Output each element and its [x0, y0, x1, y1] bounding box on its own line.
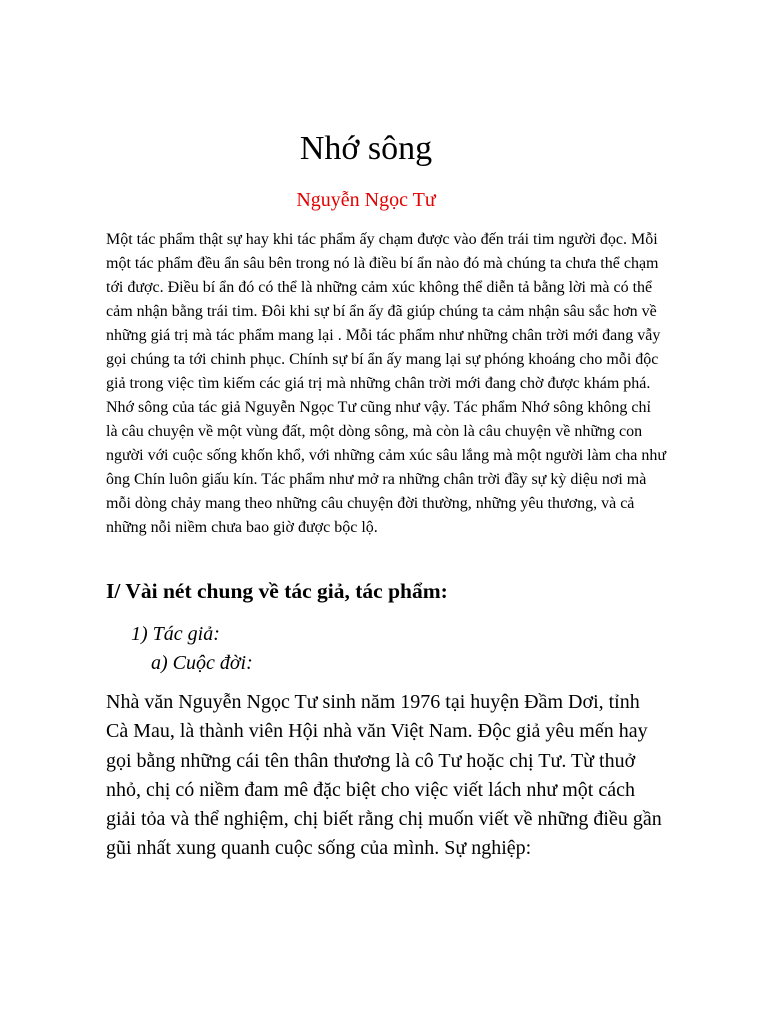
- subsection-heading-life: a) Cuộc đời:: [151, 652, 253, 674]
- body-paragraph: Nhà văn Nguyễn Ngọc Tư sinh năm 1976 tại huyện Đầm Dơi, tỉnh Cà Mau, là thành viên Hội nhà văn Việt Nam. Độc giả yêu mến hay gọi bằng những cái tên thân thương là cô Tư hoặc chị Tư. Từ thuở nhỏ, chị có niềm đam mê đặc biệt cho việc viết lách như một cách giải tỏa và thể nghiệm, chị biết rằng chị muốn viết về những điều gần gũi nhất xung quanh cuộc sống của mình. Sự nghiệp:: [106, 691, 662, 860]
- author-name: Nguyễn Ngọc Tư: [296, 189, 436, 211]
- section-heading: I/ Vài nét chung về tác giả, tác phẩm:: [106, 579, 448, 603]
- intro-paragraph: Một tác phẩm thật sự hay khi tác phẩm ấy chạm được vào đến trái tim người đọc. Mỗi một tác phẩm đều ẩn sâu bên trong nó là điều bí ẩn nào đó mà chúng ta chưa thể chạm tới được. Điều bí ẩn đó có thể là những cảm xúc không thể diễn tả bằng lời mà có thể cảm nhận bằng trái tim. Đôi khi sự bí ẩn ấy đã giúp chúng ta cảm nhận sâu sắc hơn về những giá trị mà tác phẩm mang lại . Mỗi tác phẩm như những chân trời mới đang vẫy gọi chúng ta tới chinh phục. Chính sự bí ẩn ấy mang lại sự phóng khoáng cho mỗi độc giả trong việc tìm kiếm các giá trị mà những chân trời mới đang chờ được khám phá. Nhớ sông của tác giả Nguyễn Ngọc Tư cũng như vậy. Tác phẩm Nhớ sông không chỉ là câu chuyện về một vùng đất, một dòng sông, mà còn là câu chuyện về những con người với cuộc sống khốn khổ, với những cảm xúc sâu lắng mà một người làm cha như ông Chín luôn giấu kín. Tác phẩm như mở ra những chân trời đầy sự kỳ diệu nơi mà mỗi dòng chảy mang theo những câu chuyện đời thường, những yêu thương, và cả những nỗi niềm chưa bao giờ được bộc lộ.: [106, 231, 666, 536]
- subsection-heading-author: 1) Tác giả:: [131, 623, 220, 645]
- document-title: Nhớ sông: [299, 130, 433, 167]
